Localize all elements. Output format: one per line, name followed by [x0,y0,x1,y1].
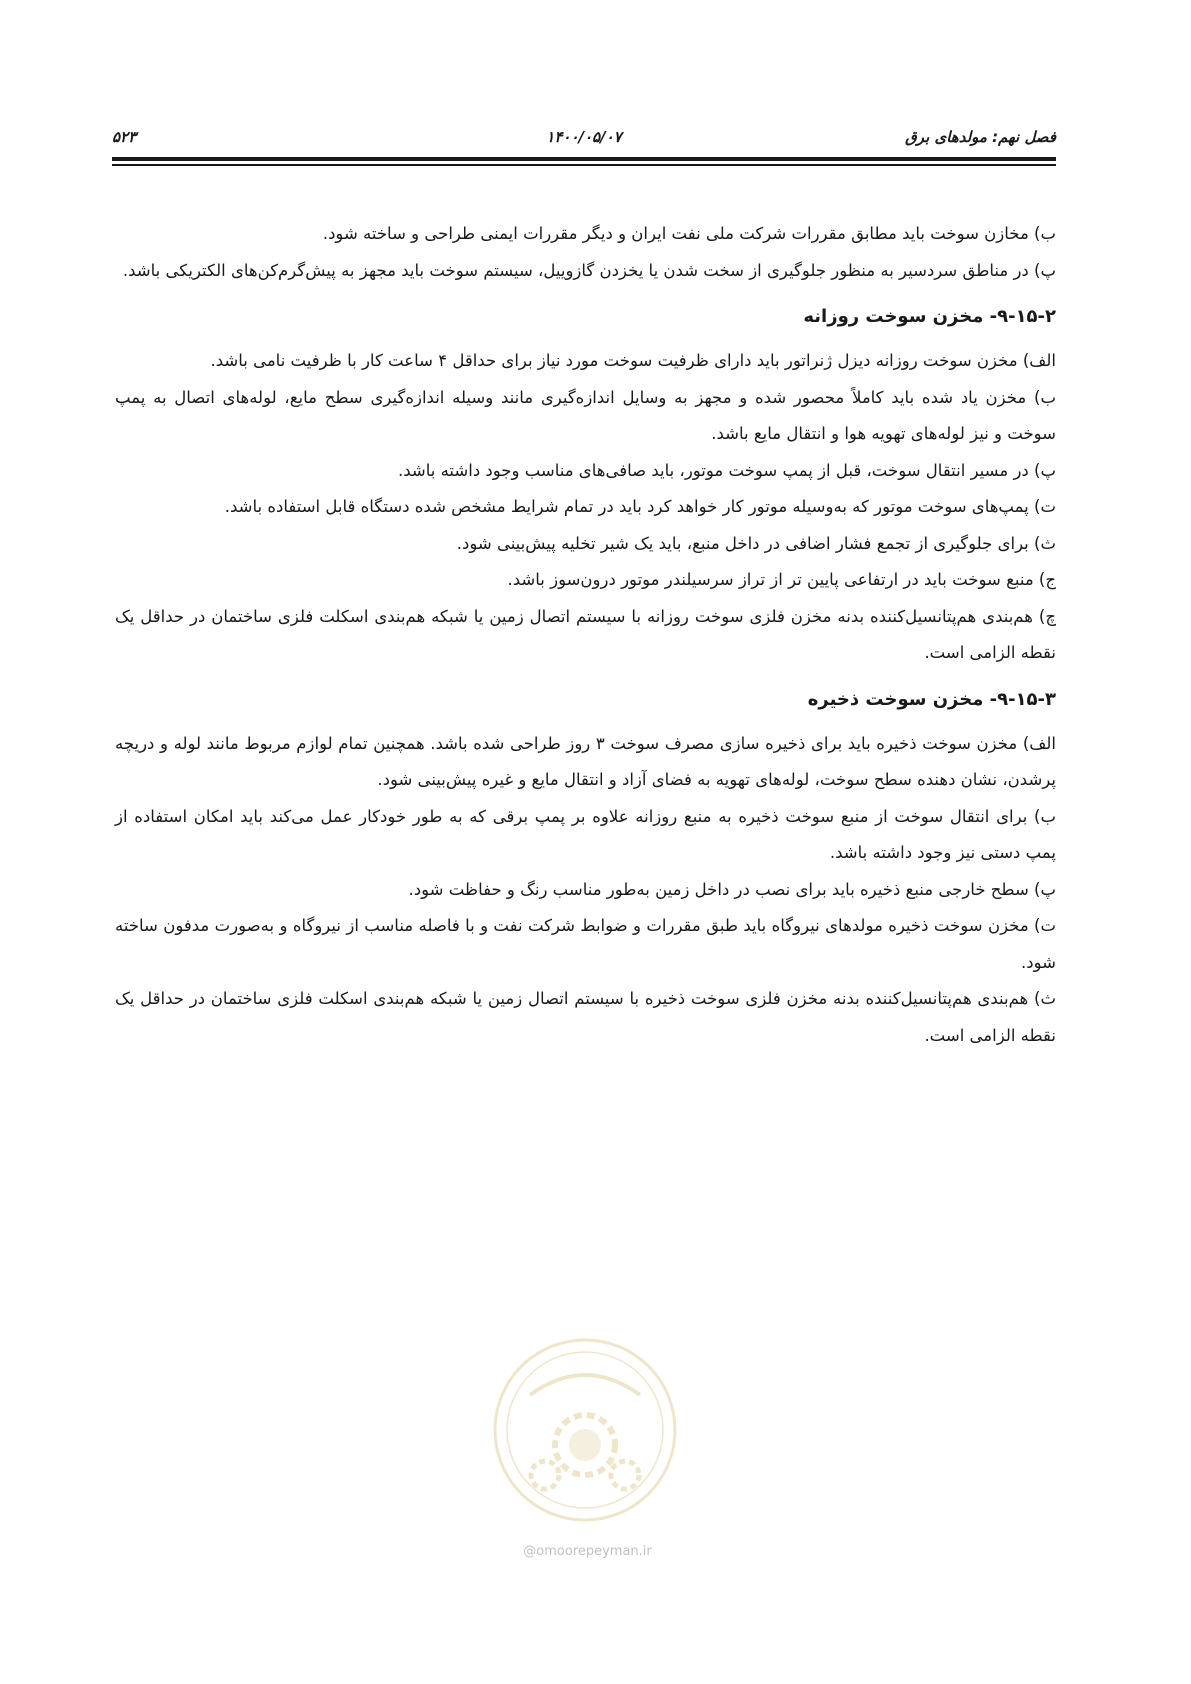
running-header [112,124,1056,154]
paragraph: ت) پمپ‌های سوخت موتور که به‌وسیله موتور کار خواهد کرد باید در تمام شرایط مشخص شده دستگاه قابل استفاده باشد. [224,497,1056,516]
section-heading: ۹-۱۵-۳- مخزن سوخت ذخیره [807,688,1056,710]
paragraph: ب) مخزن یاد شده باید کاملاً محصور شده و مجهز به وسایل اندازه‌گیری مانند وسیله اندازه‌گیری سطح مایع، لوله‌های اتصال به پمپ سوخت و نیز لوله‌های تهویه هوا و انتقال مایع باشد. [115,387,1056,443]
paragraph: ج) منبع سوخت باید در ارتفاعی پایین تر از تراز سرسیلندر موتور درون‌سوز باشد. [507,570,1056,589]
header-rule-thick [112,157,1056,161]
paragraph: ب) برای انتقال سوخت از منبع سوخت ذخیره به منبع روزانه علاوه بر پمپ برقی که به طور خودکار عمل می‌کند باید امکان استفاده از پمپ دستی نیز وجود داشته باشد. [115,806,1056,862]
paragraph: پ) در مسیر انتقال سوخت، قبل از پمپ سوخت موتور، باید صافی‌های مناسب وجود داشته باشد. [397,460,1056,480]
paragraph: پ) در مناطق سردسیر به منظور جلوگیری از سخت شدن یا یخزدن گازوییل، سیستم سوخت باید مجهز به پیش‌گرم‌کن‌های الکتریکی باشد. [122,260,1056,280]
chapter-title: فصل نهم: مولدهای برق [905,128,1056,146]
watermark-logo-icon [490,1335,680,1525]
paragraph: الف) مخزن سوخت روزانه دیزل ژنراتور باید دارای ظرفیت سوخت مورد نیاز برای حداقل ۴ ساعت کار با ظرفیت نامی باشد. [210,351,1056,370]
header-date: ۱۴۰۰/۰۵/۰۷ [546,128,622,146]
body-text [115,216,1056,1054]
paragraph: ث) برای جلوگیری از تجمع فشار اضافی در داخل منبع، باید یک شیر تخلیه پیش‌بینی شود. [456,533,1056,553]
page-number: ۵۲۳ [112,128,137,146]
paragraph: چ) هم‌بندی هم‌پتانسیل‌کننده بدنه مخزن فلزی سوخت روزانه با سیستم اتصال زمین یا شبکه هم‌بندی اسکلت فلزی ساختمان در حداقل یک نقطه الزامی است. [115,606,1056,662]
paragraph: ت) مخزن سوخت ذخیره مولدهای نیروگاه باید طبق مقررات و ضوابط شرکت نفت و با فاصله مناسب از نیروگاه و به‌صورت مدفون ساخته شود. [115,916,1056,972]
watermark-url: @omoorepeyman.ir [523,1544,652,1559]
paragraph: پ) سطح خارجی منبع ذخیره باید برای نصب در داخل زمین به‌طور مناسب رنگ و حفاظت شود. [408,879,1056,899]
paragraph: الف) مخزن سوخت ذخیره باید برای ذخیره سازی مصرف سوخت ۳ روز طراحی شده باشد. همچنین تمام لوازم مربوط مانند لوله و دریچه پرشدن، نشان دهنده سطح سوخت، لوله‌های تهویه به فضای آزاد و انتقال مایع و غیره پیش‌بینی شود. [115,733,1056,789]
section-heading: ۹-۱۵-۲- مخزن سوخت روزانه [803,306,1056,327]
paragraph: ث) هم‌بندی هم‌پتانسیل‌کننده بدنه مخزن فلزی سوخت ذخیره با سیستم اتصال زمین یا شبکه هم‌بندی اسکلت فلزی ساختمان در حداقل یک نقطه الزامی است. [115,989,1056,1045]
header-rule-thin [112,164,1056,166]
paragraph: ب) مخازن سوخت باید مطابق مقررات شرکت ملی نفت ایران و دیگر مقررات ایمنی طراحی و ساخته شود. [322,224,1056,243]
